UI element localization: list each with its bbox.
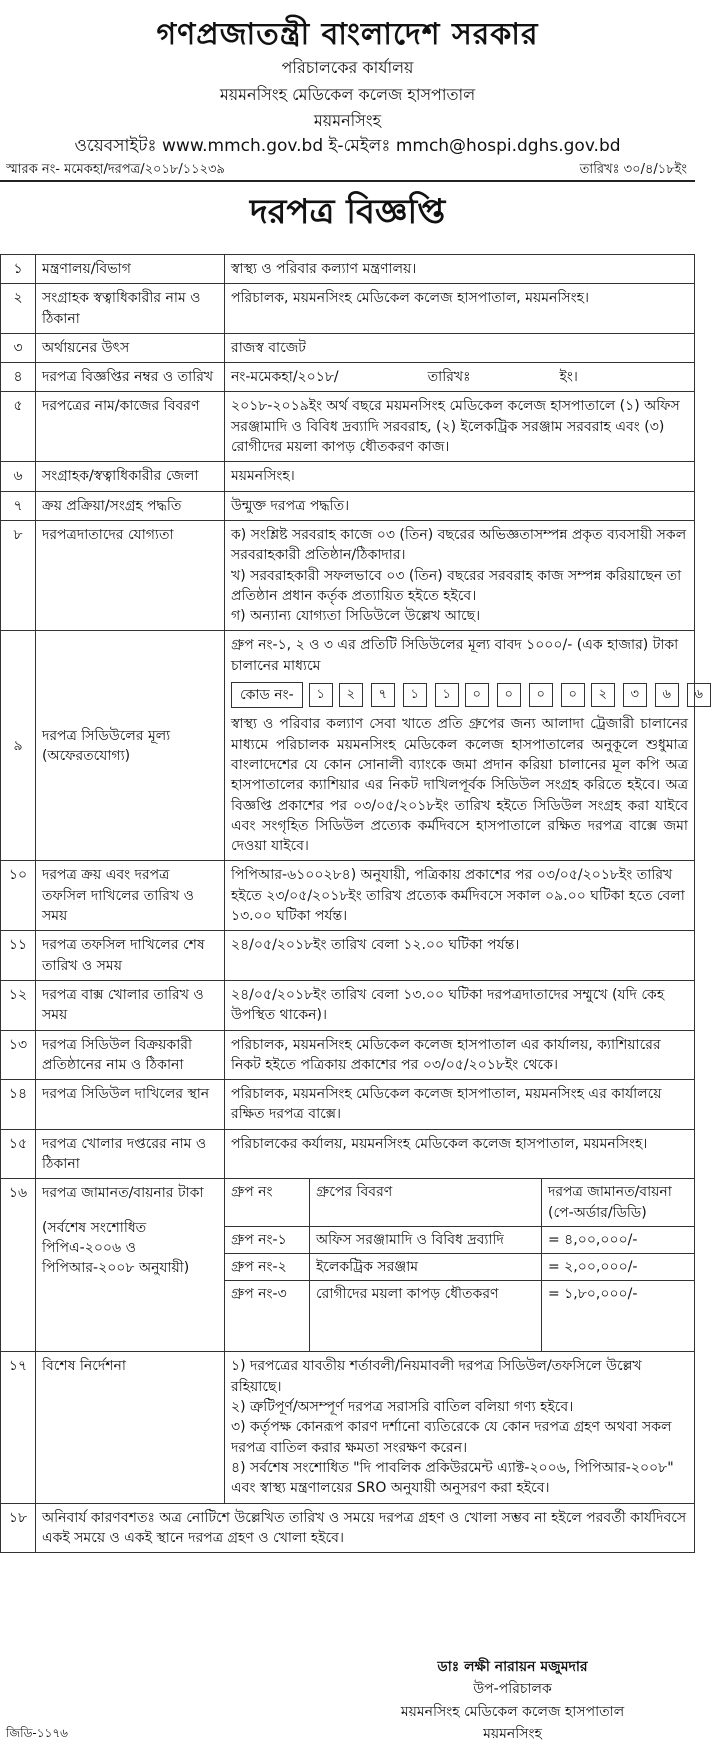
group-number: গ্রুপ নং-২ <box>225 1254 310 1281</box>
group-description: অফিস সরঞ্জামাদি ও বিবিধ দ্রব্যাদি <box>310 1226 542 1253</box>
row-label: মন্ত্রণালয়/বিভাগ <box>36 255 225 284</box>
code-digit: ১ <box>435 683 459 707</box>
row-number: ৫ <box>1 392 36 462</box>
table-row <box>1 1129 695 1179</box>
security-row <box>225 1254 694 1281</box>
row-value: রাজস্ব বাজেট <box>225 333 695 362</box>
memo-number: স্মারক নং- মমেকহা/দরপত্র/২০১৮/১১২৩৯ <box>6 162 225 177</box>
table-row <box>1 1179 695 1352</box>
code-digit: ৭ <box>371 683 395 707</box>
table-row <box>1 631 695 861</box>
security-header-row <box>225 1179 694 1226</box>
eligibility-item: গ) অন্যান্য যোগ্যতা সিডিউলে উল্লেখ আছে। <box>231 608 481 625</box>
row-label: দরপত্র বিজ্ঞপ্তির নম্বর ও তারিখ <box>36 363 225 392</box>
row-value <box>225 631 703 861</box>
row-value: স্বাস্থ্য ও পরিবার কল্যাণ মন্ত্রণালয়। <box>225 255 695 284</box>
table-row <box>1 462 695 491</box>
code-group <box>591 683 711 707</box>
code-digit: ০ <box>465 683 489 707</box>
row-number: ২ <box>1 284 36 334</box>
row-label: দরপত্র ক্রয় এবং দরপত্র তফসিল দাখিলের তারিখ ও সময় <box>36 861 225 931</box>
eligibility-item: ক) সংশ্লিষ্ট সরবরাহ কাজে ০৩ (তিন) বছরের অভিজ্ঞতাসম্পন্ন প্রকৃত ব্যবসায়ী সকল সরবরাহকারী প্রতিষ্ঠান/ঠিকাদার। <box>231 526 687 564</box>
group-number: গ্রুপ নং-৩ <box>225 1281 310 1352</box>
table-row <box>1 363 695 392</box>
signatory-hospital: ময়মনসিংহ মেডিকেল কলেজ হাসপাতাল <box>400 1703 625 1720</box>
row-label: ক্রয় প্রক্রিয়া/সংগ্রহ পদ্ধতি <box>36 491 225 520</box>
memo-date: তারিখঃ ৩০/৪/১৮ইং <box>579 162 687 177</box>
instruction-item: ৩) কর্তৃপক্ষ কোনরূপ কারণ দর্শানো ব্যতিরেকে যে কোন দরপত্র গ্রহণ অথবা সকল দরপত্র বাতিল করার ক্ষমতা সংরক্ষণ করেন। <box>231 1419 672 1456</box>
table-row <box>1 980 695 1030</box>
row-number: ১৩ <box>1 1030 36 1080</box>
signatory-designation: উপ-পরিচালক <box>473 1681 552 1698</box>
instruction-item: ১) দরপত্রের যাবতীয় শর্তাবলী/নিয়মাবলী দরপত্র সিডিউল/তফসিলে উল্লেখ রহিয়াছে। <box>231 1358 642 1395</box>
row-number: ৮ <box>1 520 36 630</box>
row-value: ২৪/০৫/২০১৮ইং তারিখ বেলা ১২.০০ ঘটিকা পর্যন্ত। <box>225 931 695 981</box>
security-row <box>225 1281 694 1352</box>
code-digit: ০ <box>497 683 521 707</box>
code-digit: ১ <box>403 683 427 707</box>
table-row <box>1 491 695 520</box>
row-number: ১৭ <box>1 1352 36 1503</box>
tender-details-table <box>0 254 703 1553</box>
row-number: ৪ <box>1 363 36 392</box>
row-number: ১৬ <box>1 1179 36 1352</box>
row-value: ২৪/০৫/২০১৮ইং তারিখ বেলা ১৩.০০ ঘটিকা দরপত্রদাতাদের সম্মুখে (যদি কেহ উপস্থিত থাকেন)। <box>225 980 695 1030</box>
row-value: ময়মনসিংহ। <box>225 462 695 491</box>
code-digit: ১ <box>309 683 333 707</box>
row-label: দরপত্র সিডিউল বিক্রয়কারী প্রতিষ্ঠানের নাম ও ঠিকানা <box>36 1030 225 1080</box>
row-number: ৭ <box>1 491 36 520</box>
row-number: ১৪ <box>1 1080 36 1130</box>
table-row <box>1 284 695 334</box>
row-value: পরিচালক, ময়মনসিংহ মেডিকেল কলেজ হাসপাতাল, ময়মনসিংহ এর কার্যালয়ে রক্ষিত দরপত্র বাক্সে। <box>225 1080 695 1130</box>
security-label: দরপত্র জামানত/বায়নার টাকা <box>42 1185 204 1202</box>
security-note: (সর্বশেষ সংশোধিত পিপিএ-২০০৬ ও পিপিআর-২০০৮ অনুযায়ী) <box>42 1219 190 1277</box>
row-number: ১১ <box>1 931 36 981</box>
security-table <box>225 1179 694 1351</box>
code-digit: ০ <box>529 683 553 707</box>
header-divider <box>0 180 695 182</box>
group-description: ইলেকট্রিক সরঞ্জাম <box>310 1254 542 1281</box>
row-value <box>225 520 695 630</box>
signatory-city: ময়মনসিংহ <box>483 1726 542 1743</box>
code-group <box>339 683 459 707</box>
security-row <box>225 1226 694 1253</box>
table-row <box>1 1080 695 1130</box>
row-label: বিশেষ নির্দেশনা <box>36 1352 225 1503</box>
schedule-instructions: স্বাস্থ্য ও পরিবার কল্যাণ সেবা খাতে প্রতি গ্রুপের জন্য আলাদা ট্রেজারী চালানের মাধ্যমে পরিচালক ময়মনসিংহ মেডিকেল কলেজ হাসপাতালের অনুকূলে শুধুমাত্র বাংলাদেশের যে কোন সোনালী ব্যাংকে জমা প্রদান করিয়া চালানের মূল কপি অত্র হাসপাতালের ক্যাশিয়ার এর নিকট দাখিলপূর্বক সিডিউল সংগ্রহ করিতে হইবে। অত্র বিজ্ঞপ্তি প্রকাশের পর ০৩/০৫/২০১৮ইং তারিখ হইতে সিডিউল সংগ্রহ করা যাইবে এবং সংগৃহিত সিডিউল প্রত্যেক কর্মদিবসে হাসপাতালে রক্ষিত দরপত্র বাক্সে জমা দেওয়া যাইবে। <box>231 716 688 855</box>
code-group <box>465 683 585 707</box>
group-amount: = ১,৮০,০০০/- <box>542 1281 695 1352</box>
group-amount: = ৪,০০,০০০/- <box>542 1226 695 1253</box>
schedule-price: গ্রুপ নং-১, ২ ও ৩ এর প্রতিটি সিডিউলের মূল্য বাবদ ১০০০/- (এক হাজার) টাকা চালানের মাধ্যমে <box>231 637 679 674</box>
group-description: রোগীদের ময়লা কাপড় ধৌতকরণ <box>310 1281 542 1352</box>
row-label: দরপত্র বাক্স খোলার তারিখ ও সময় <box>36 980 225 1030</box>
row-value: পরিচালক, ময়মনসিংহ মেডিকেল কলেজ হাসপাতাল, ময়মনসিংহ। <box>225 284 695 334</box>
office-name: পরিচালকের কার্যালয় <box>281 58 414 77</box>
column-header: গ্রুপ নং <box>225 1179 310 1226</box>
table-row <box>1 333 695 362</box>
row-label <box>36 1179 225 1352</box>
table-row <box>1 255 695 284</box>
table-row <box>1 1030 695 1080</box>
code-digit: ২ <box>339 683 363 707</box>
row-number: ১২ <box>1 980 36 1030</box>
row-label: সংগ্রাহক স্বত্বাধিকারীর নাম ও ঠিকানা <box>36 284 225 334</box>
row-value: পরিচালকের কর্যালয়, ময়মনসিংহ মেডিকেল কলেজ হাসপাতাল, ময়মনসিংহ। <box>225 1129 695 1179</box>
row-label: দরপত্র তফসিল দাখিলের শেষ তারিখ ও সময় <box>36 931 225 981</box>
row-number: ১ <box>1 255 36 284</box>
hospital-name: ময়মনসিংহ মেডিকেল কলেজ হাসপাতাল <box>219 85 476 104</box>
row-label: দরপত্রের নাম/কাজের বিবরণ <box>36 392 225 462</box>
table-row <box>1 520 695 630</box>
row-value: উন্মুক্ত দরপত্র পদ্ধতি। <box>225 491 695 520</box>
code-digit: ৩ <box>623 683 647 707</box>
column-header: গ্রুপের বিবরণ <box>310 1179 542 1226</box>
group-number: গ্রুপ নং-১ <box>225 1226 310 1253</box>
row-value: পরিচালক, ময়মনসিংহ মেডিকেল কলেজ হাসপাতাল এর কার্যালয়, ক্যাশিয়ারের নিকট হইতে পত্রিকায় প্রকাশের পর ০৩/০৫/২০১৮ইং থেকে। <box>225 1030 695 1080</box>
row-label: দরপত্র খোলার দপ্তরের নাম ও ঠিকানা <box>36 1129 225 1179</box>
footer-reference: জিডি-১১৭৬ <box>6 1726 68 1740</box>
code-digit: ৬ <box>687 683 711 707</box>
column-header: দরপত্র জামানত/বায়না (পে-অর্ডার/ডিডি) <box>542 1179 695 1226</box>
row-number: ৬ <box>1 462 36 491</box>
table-row <box>1 931 695 981</box>
table-row <box>1 392 695 462</box>
row-label: দরপত্রদাতাদের যোগ্যতা <box>36 520 225 630</box>
government-title: গণপ্রজাতন্ত্রী বাংলাদেশ সরকার <box>156 17 539 52</box>
row-number: ১৫ <box>1 1129 36 1179</box>
code-digit: ৬ <box>655 683 679 707</box>
group-amount: = ২,০০,০০০/- <box>542 1254 695 1281</box>
row-value: পিপিআর-৬১০০২৮৪) অনুযায়ী, পত্রিকায় প্রকাশের পর ০৩/০৫/২০১৮ইং তারিখ হইতে ২৩/০৫/২০১৮ইং তারিখ প্রত্যেক কর্মদিবসে সকাল ০৯.০০ ঘটিকা হতে বেলা ১৩.০০ ঘটিকা পর্যন্ত। <box>225 861 695 931</box>
row-value: নং-মমেকহা/২০১৮/ তারিখঃ ইং। <box>225 363 695 392</box>
signature-block <box>330 1656 695 1746</box>
instruction-item: ৪) সর্বশেষ সংশোধিত "দি পাবলিক প্রকিউরমেন্ট এ্যাক্ট-২০০৬, পিপিআর-২০০৮" এবং স্বাস্থ্য মন্ত্রণালয়ের SRO অনুযায়ী অনুসরণ করা হইবে। <box>231 1459 674 1497</box>
row-number: ১০ <box>1 861 36 931</box>
code-digit: ০ <box>561 683 585 707</box>
row-number: ৩ <box>1 333 36 362</box>
notice-title: দরপত্র বিজ্ঞপ্তি <box>249 192 446 232</box>
code-group <box>309 683 333 707</box>
eligibility-item: খ) সরবরাহকারী সফলভাবে ০৩ (তিন) বছরের সরবরাহ কাজ সম্পন্ন করিয়াছেন তা প্রতিষ্ঠান প্রধান কর্তৃক প্রত্যায়িত হইতে হইবে। <box>231 567 682 604</box>
row-value: ২০১৮-২০১৯ইং অর্থ বছরে ময়মনসিংহ মেডিকেল কলেজ হাসপাতালে (১) অফিস সরঞ্জামাদি ও বিবিধ দ্রব্যাদি সরবরাহ, (২) ইলেকট্রিক সরঞ্জাম সরবরাহ এবং (৩) রোগীদের ময়লা কাপড় ধৌতকরণ কাজ। <box>225 392 695 462</box>
row-label: দরপত্র সিডিউল দাখিলের স্থান <box>36 1080 225 1130</box>
table-row <box>1 1352 695 1503</box>
row-number: ১৮ <box>1 1503 36 1553</box>
row-label: দরপত্র সিডিউলের মূল্য (অফেরতযোগ্য) <box>36 631 225 861</box>
code-digit: ২ <box>591 683 615 707</box>
row-value: অনিবার্য কারণবশতঃ অত্র নোটিশে উল্লেখিত তারিখ ও সময়ে দরপত্র গ্রহণ ও খোলা সম্ভব না হইলে পরবর্তী কার্যদিবসে একই সময়ে ও একই স্থানে দরপত্র গ্রহণ ও খোলা হইবে। <box>36 1503 695 1553</box>
table-row <box>1 1503 695 1553</box>
table-row <box>1 861 695 931</box>
treasury-code <box>231 682 703 708</box>
code-label: কোড নং- <box>231 682 303 708</box>
row-label: অর্থায়নের উৎস <box>36 333 225 362</box>
signatory-name: ডাঃ লক্ষী নারায়ন মজুমদার <box>437 1659 588 1675</box>
contact-line: ওয়েবসাইটঃ www.mmch.gov.bd ই-মেইলঃ mmch@hospi.dghs.gov.bd <box>74 136 621 156</box>
row-label: সংগ্রাহক/স্বত্বাধিকারীর জেলা <box>36 462 225 491</box>
row-value <box>225 1179 695 1352</box>
city-name: ময়মনসিংহ <box>313 111 382 130</box>
instruction-item: ২) ত্রুটিপূর্ণ/অসম্পূর্ণ দরপত্র সরাসরি বাতিল বলিয়া গণ্য হইবে। <box>231 1399 574 1416</box>
row-number: ৯ <box>1 631 36 861</box>
row-value <box>225 1352 695 1503</box>
